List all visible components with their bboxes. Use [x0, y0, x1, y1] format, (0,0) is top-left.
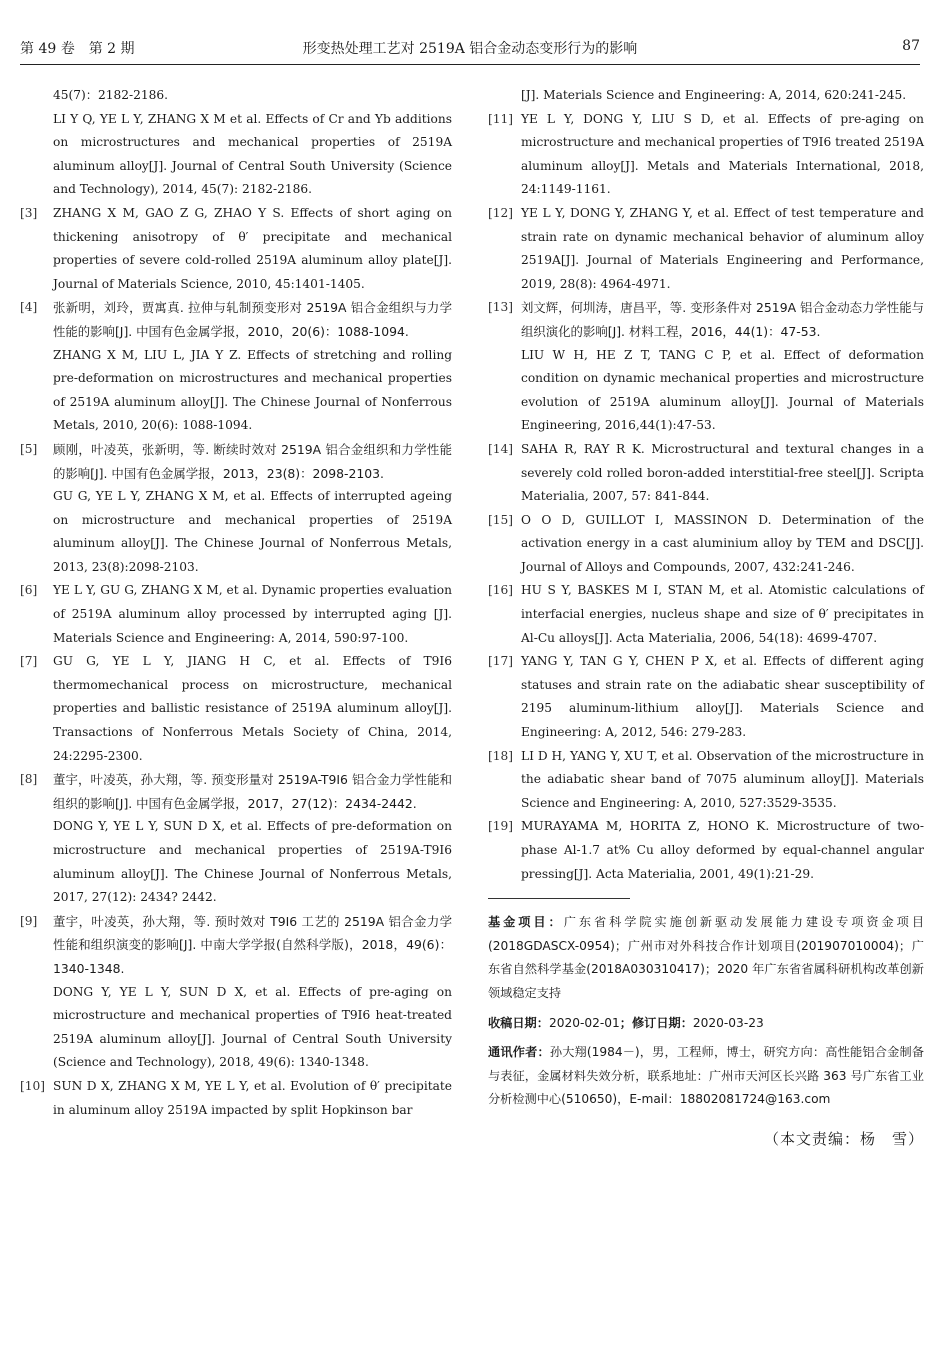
- reference-number: [11]: [488, 111, 514, 126]
- author-label: 通讯作者：: [488, 1045, 550, 1060]
- reference-number: [8]: [20, 772, 38, 787]
- reference-text-chinese: 董宇，叶凌英，孙大翔，等. 预变形量对 2519A-T9I6 铝合金力学性能和组织的影响[J]. 中国有色金属学报，2017，27(12)：2434-2442.: [53, 772, 452, 811]
- reference-text: HU S Y, BASKES M I, STAN M, et al. Atomistic calculations of interfacial energies, nucleus shape and size of θ′ precipitates in Al-Cu alloys[J]. Acta Materialia, 2006, 54(18): 4699-4707.: [521, 583, 924, 645]
- reference-item: [20, 296, 452, 438]
- reference-number: [17]: [488, 654, 514, 669]
- footnote-rule: [488, 898, 630, 899]
- funding-text: 广东省科学院实施创新驱动发展能力建设专项资金项目(2018GDASCX-0954)；广州市对外科技合作计划项目(201907010004)；广东省自然科学基金(2018A030310417)；2020 年广东省省属科研机构改革创新领域稳定支持: [488, 915, 925, 1000]
- reference-number: [16]: [488, 583, 514, 598]
- reference-item: [20, 768, 452, 910]
- reference-text-chinese: 董宇，叶凌英，孙大翔，等. 预时效对 T9I6 工艺的 2519A 铝合金力学性能和组织演变的影响[J]. 中南大学学报(自然科学版)，2018，49(6)：1340-1348.: [53, 913, 452, 976]
- reference-number: [5]: [20, 441, 38, 456]
- reference-text: MURAYAMA M, HORITA Z, HONO K. Microstructure of two-phase Al-1.7 at% Cu alloy deformed by equal-channel angular pressing[J]. Acta Materialia, 2001, 49(1):21-29.: [521, 819, 924, 881]
- author-note: [488, 1041, 924, 1112]
- reference-number: [13]: [488, 300, 514, 315]
- editor-credit: （本文责编：杨 雪）: [763, 1129, 924, 1148]
- reference-text: ZHANG X M, GAO Z G, ZHAO Y S. Effects of short aging on thickening anisotropy of θ′ precipitate and mechanical properties of severe cold-rolled 2519A aluminum alloy plate[J]. Journal of Materials Science, 2010, 45:1401-1405.: [53, 205, 452, 291]
- running-title: 形变热处理工艺对 2519A 铝合金动态变形行为的影响: [302, 41, 638, 57]
- continuation-line: 45(7)：2182-2186.: [53, 88, 168, 102]
- reference-item: [488, 296, 924, 438]
- reference-text-chinese: 刘文辉，何圳涛，唐昌平，等. 变形条件对 2519A 铝合金动态力学性能与组织演化的影响[J]. 材料工程，2016，44(1)：47-53.: [521, 300, 924, 339]
- reference-number: [10]: [20, 1078, 46, 1093]
- reference-number: [15]: [488, 512, 514, 527]
- reference-text: YANG Y, TAN G Y, CHEN P X, et al. Effects of different aging statuses and strain rate on the adiabatic shear susceptibility of 2195 aluminum-lithium alloy[J]. Materials Science and Engineering: A, 2012, 546: 279-283.: [521, 654, 924, 740]
- reference-item: [20, 910, 452, 1075]
- reference-item: [20, 1075, 452, 1122]
- continuation-line: [J]. Materials Science and Engineering: A, 2014, 620:241-245.: [521, 88, 907, 102]
- reference-item: [20, 650, 452, 768]
- reference-item: [20, 202, 452, 296]
- reference-item: [488, 745, 924, 816]
- right-column: [488, 84, 924, 1149]
- running-header: [20, 36, 920, 64]
- continuation-english: LI Y Q, YE L Y, ZHANG X M et al. Effects of Cr and Yb additions on microstructures and mechanical properties of 2519A aluminum alloy[J]. Journal of Central South University (Science and Technology), 2014, 45(7): 2182-2186.: [53, 111, 452, 197]
- funding-note: [488, 911, 924, 1005]
- reference-item: [488, 438, 924, 509]
- reference-item: [488, 579, 924, 650]
- reference-text: SUN D X, ZHANG X M, YE L Y, et al. Evolution of θ′ precipitate in aluminum alloy 2519A impacted by split Hopkinson bar: [53, 1078, 452, 1117]
- author-text: 孙大翔(1984－)，男，工程师，博士，研究方向：高性能铝合金制备与表征，金属材料失效分析，联系地址：广州市天河区长兴路 363 号广东省工业分析检测中心(510650)，E-mail：18802081724@163.com: [488, 1045, 925, 1107]
- reference-text: LIU W H, HE Z T, TANG C P, et al. Effect of deformation condition on dynamic mechanical properties and microstructure evolution of 2519A aluminum alloy[J]. Journal of Materials Engineering, 2016,44(1):47-53.: [521, 347, 924, 433]
- reference-number: [3]: [20, 205, 38, 220]
- reference-text: DONG Y, YE L Y, SUN D X, et al. Effects of pre-aging on microstructure and mechanical properties of T9I6 heat-treated 2519A aluminum alloy[J]. Journal of Central South University (Science and Technology), 2018, 49(6): 1340-1348.: [53, 984, 452, 1070]
- reference-number: [9]: [20, 913, 38, 928]
- reference-text-chinese: 张新明，刘玲，贾寓真. 拉伸与轧制预变形对 2519A 铝合金组织与力学性能的影响[J]. 中国有色金属学报，2010，20(6)：1088-1094.: [53, 300, 452, 339]
- reference-text: GU G, YE L Y, ZHANG X M, et al. Effects of interrupted ageing on microstructure and mechanical properties of 2519A aluminum alloy[J]. The Chinese Journal of Nonferrous Metals, 2013, 23(8):2098-2103.: [53, 489, 452, 574]
- page-number: 87: [902, 38, 920, 54]
- reference-number: [7]: [20, 654, 38, 669]
- reference-item: [20, 579, 452, 650]
- reference-number: [18]: [488, 748, 514, 763]
- reference-text: GU G, YE L Y, JIANG H C, et al. Effects of T9I6 thermomechanical process on microstructure, mechanical properties and ballistic resistance of 2519A aluminum alloy[J]. Transactions of Nonferrous Metals Society of China, 2014, 24:2295-2300.: [53, 654, 452, 763]
- revised-label: ；修订日期：: [619, 1015, 693, 1030]
- received-date: 2020-02-01: [548, 1015, 620, 1030]
- reference-item: [488, 815, 924, 886]
- reference-item: [488, 509, 924, 580]
- reference-text: DONG Y, YE L Y, SUN D X, et al. Effects of pre-deformation on microstructure and mechanical properties of 2519A-T9I6 aluminum alloy[J]. The Chinese Journal of Nonferrous Metals, 2017, 27(12): 2434? 2442.: [53, 819, 452, 905]
- reference-text: YE L Y, DONG Y, ZHANG Y, et al. Effect of test temperature and strain rate on dynamic mechanical behavior of aluminum alloy 2519A[J]. Journal of Materials Engineering and Performance, 2019, 28(8): 4964-4971.: [521, 205, 924, 291]
- reference-item: [488, 650, 924, 744]
- reference-text: O O D, GUILLOT I, MASSINON D. Determination of the activation energy in a cast aluminium alloy by TEM and DSC[J]. Journal of Alloys and Compounds, 2007, 432:241-246.: [521, 512, 924, 574]
- reference-text-chinese: 顾刚，叶凌英，张新明，等. 断续时效对 2519A 铝合金组织和力学性能的影响[J]. 中国有色金属学报，2013，23(8)：2098-2103.: [53, 441, 452, 481]
- reference-item: [488, 202, 924, 296]
- reference-item: [20, 438, 452, 580]
- reference-text: YE L Y, DONG Y, LIU S D, et al. Effects of pre-aging on microstructure and mechanical properties of T9I6 treated 2519A aluminum alloy[J]. Metals and Materials International, 2018, 24:1149-1161.: [521, 111, 924, 197]
- reference-number: [14]: [488, 441, 514, 456]
- reference-continuation: [488, 84, 924, 108]
- dates-note: [488, 1012, 924, 1036]
- reference-text: SAHA R, RAY R K. Microstructural and textural changes in a severely cold rolled boron-added interstitial-free steel[J]. Scripta Materialia, 2007, 57: 841-844.: [521, 441, 924, 504]
- reference-number: [6]: [20, 583, 38, 598]
- funding-label: 基金项目：: [488, 915, 564, 930]
- reference-text: ZHANG X M, LIU L, JIA Y Z. Effects of stretching and rolling pre-deformation on microstructures and mechanical properties of 2519A aluminum alloy[J]. The Chinese Journal of Nonferrous Metals, 2010, 20(6): 1088-1094.: [53, 347, 452, 433]
- reference-continuation: [20, 84, 452, 202]
- reference-text: YE L Y, GU G, ZHANG X M, et al. Dynamic properties evaluation of 2519A aluminum alloy processed by interrupted aging [J]. Materials Science and Engineering: A, 2014, 590:97-100.: [53, 583, 452, 645]
- received-label: 收稿日期：: [488, 1015, 549, 1030]
- reference-number: [19]: [488, 819, 514, 834]
- journal-volume-issue: 第 49 卷 第 2 期: [20, 41, 135, 57]
- left-column: [20, 84, 452, 1122]
- revised-date: 2020-03-23: [692, 1015, 764, 1030]
- header-rule: [20, 64, 920, 65]
- reference-number: [12]: [488, 205, 514, 220]
- reference-text: LI D H, YANG Y, XU T, et al. Observation of the microstructure in the adiabatic shear band of 7075 aluminum alloy[J]. Materials Science and Engineering: A, 2010, 527:3529-3535.: [521, 748, 924, 810]
- reference-number: [4]: [20, 300, 38, 315]
- reference-item: [488, 108, 924, 202]
